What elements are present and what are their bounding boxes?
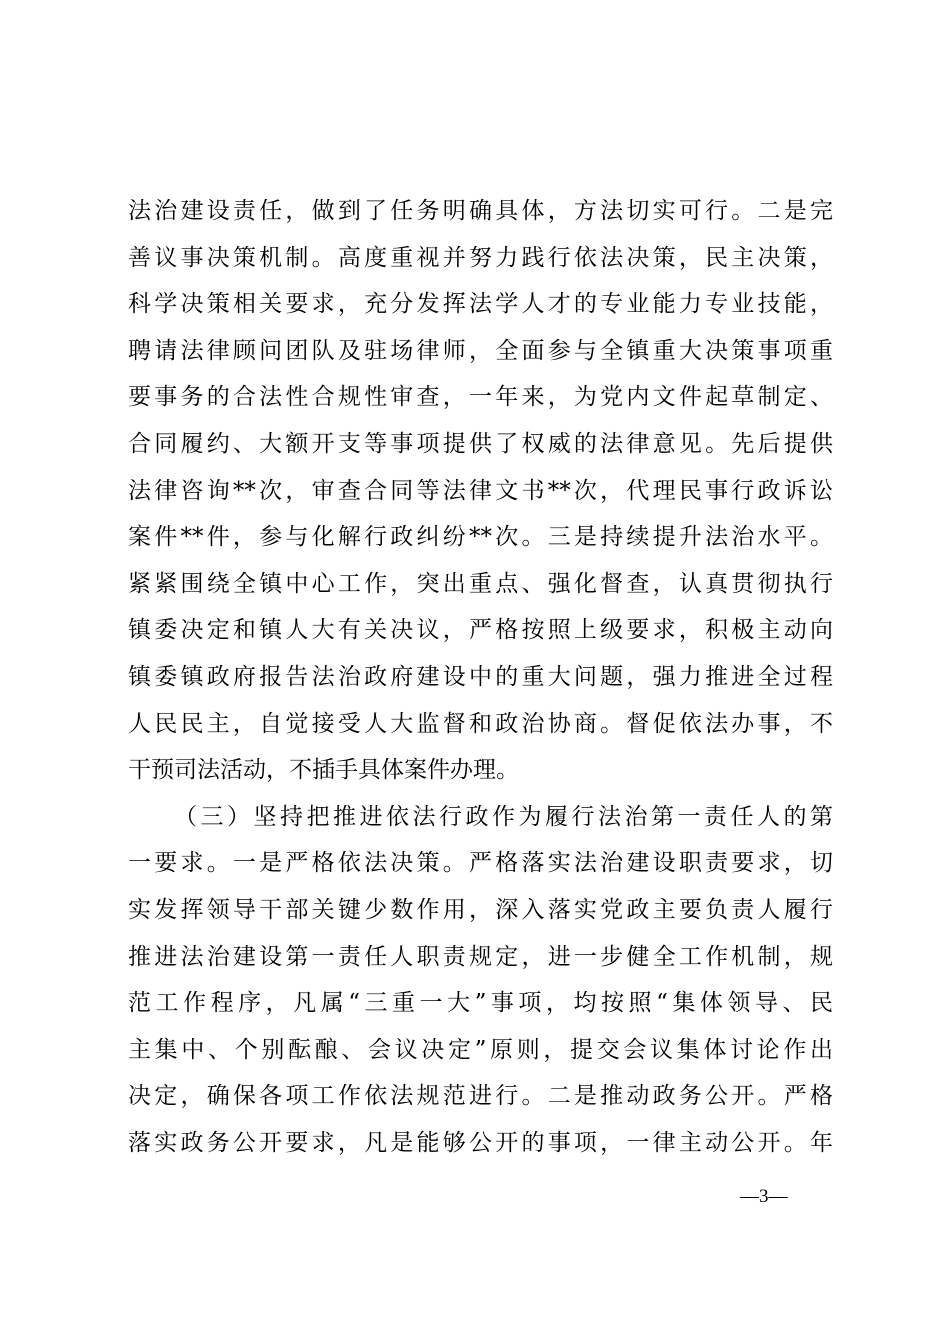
- text-line: 善议事决策机制。高度重视并努力践行依法决策，民主决策，: [128, 244, 833, 271]
- text-line: 一要求。一是严格依法决策。严格落实法治建设职责要求，切: [128, 850, 833, 877]
- body-text: [128, 188, 833, 1166]
- text-line: 法治建设责任，做到了任务明确具体，方法切实可行。二是完: [128, 198, 833, 224]
- text-line: 镇委决定和镇人大有关决议，严格按照上级要求，积极主动向: [128, 617, 833, 644]
- text-line: 要事务的合法性合规性审查，一年来，为党内文件起草制定、: [128, 384, 833, 411]
- text-line: 实发挥领导干部关键少数作用，深入落实党政主要负责人履行: [128, 896, 833, 923]
- text-line: 主集中、个别酝酿、会议决定”原则，提交会议集体讨论作出: [128, 1036, 833, 1063]
- text-line: 法律咨询**次，审查合同等法律文书**次，代理民事行政诉讼: [128, 477, 833, 504]
- text-line: 推进法治建设第一责任人职责规定，进一步健全工作机制，规: [128, 943, 833, 970]
- page-number: —3—: [740, 1186, 788, 1207]
- text-line: 决定，确保各项工作依法规范进行。二是推动政务公开。严格: [128, 1083, 833, 1110]
- paragraph-last-line: 干预司法活动，不插手具体案件办理。: [128, 757, 519, 784]
- text-line: 人民民主，自觉接受人大监督和政治协商。督促依法办事，不: [128, 710, 833, 737]
- text-line: 镇委镇政府报告法治政府建设中的重大问题，强力推进全过程: [128, 663, 833, 690]
- section-heading-line: （三）坚持把推进依法行政作为履行法治第一责任人的第: [174, 803, 833, 830]
- text-line: 聘请法律顾问团队及驻场律师，全面参与全镇重大决策事项重: [128, 337, 833, 364]
- text-line: 合同履约、大额开支等事项提供了权威的法律意见。先后提供: [128, 430, 833, 457]
- text-line: 落实政务公开要求，凡是能够公开的事项，一律主动公开。年: [128, 1129, 833, 1156]
- text-line: 科学决策相关要求，充分发挥法学人才的专业能力专业技能，: [128, 291, 833, 318]
- text-line: 案件**件，参与化解行政纠纷**次。三是持续提升法治水平。: [128, 524, 833, 551]
- text-line: 范工作程序，凡属“三重一大”事项，均按照“集体领导、民: [128, 990, 833, 1017]
- text-line: 紧紧围绕全镇中心工作，突出重点、强化督查，认真贯彻执行: [128, 570, 833, 597]
